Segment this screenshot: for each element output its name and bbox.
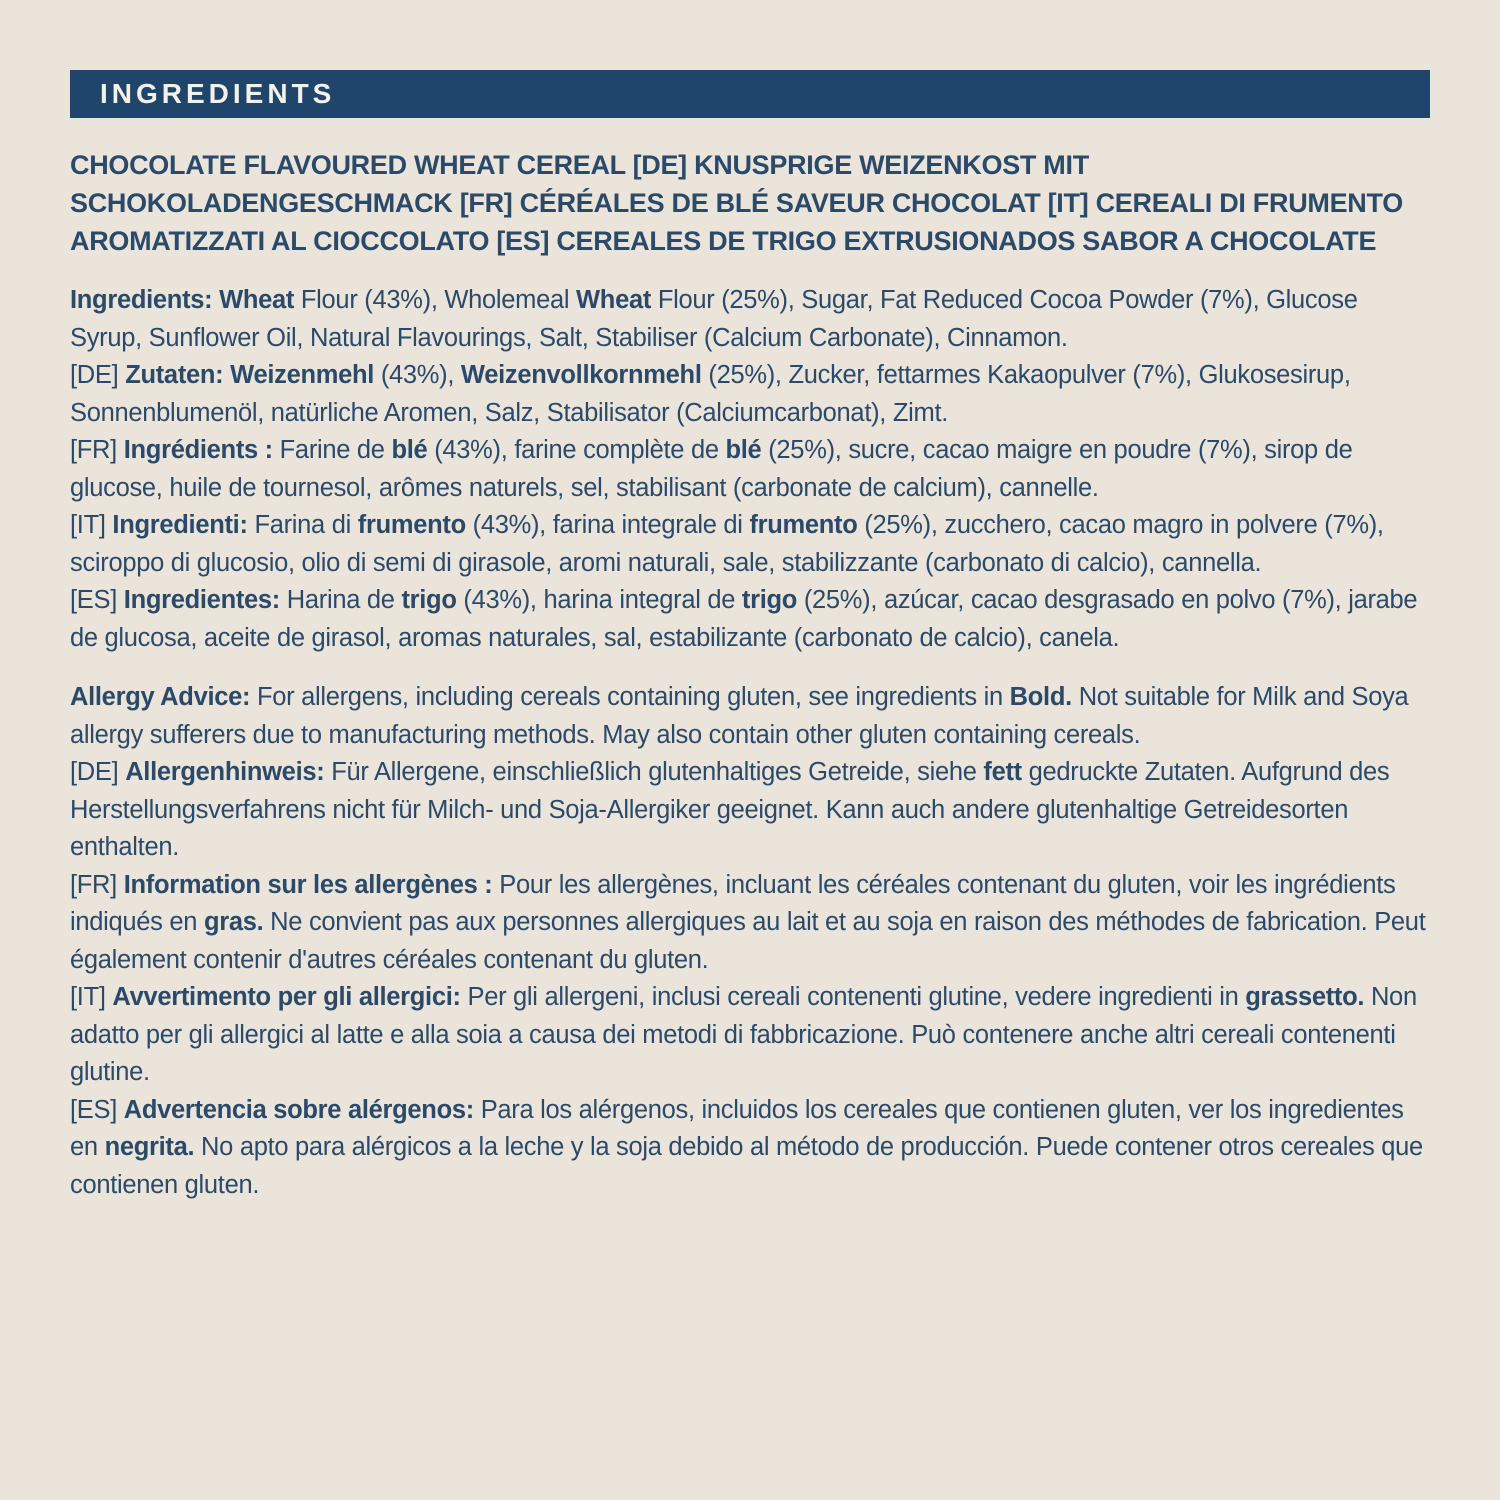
allergy-entry-en: Allergy Advice: For allergens, including cereals containing gluten, see ingredients in Bold. Not suitable for Milk and Soya allergy sufferers due to manufacturing methods. May also contain other gluten containing cereals. [70,683,1409,749]
ingredients-list-block [70,282,1430,657]
allergy-entry-es: [ES] Advertencia sobre alérgenos: Para los alérgenos, incluidos los cereales que contienen gluten, ver los ingredientes en negrita. No apto para alérgicos a la leche y la soja debido al método de producción. Puede contener otros cereales que contienen gluten. [70,1095,1423,1199]
ingredients-entry-es: [ES] Ingredientes: Harina de trigo (43%), harina integral de trigo (25%), azúcar, cacao desgrasado en polvo (7%), jarabe de glucosa, aceite de girasol, aromas naturales, sal, estabilizante (carbonato de calcio), canela. [70,586,1418,652]
product-title: CHOCOLATE FLAVOURED WHEAT CEREAL [DE] KNUSPRIGE WEIZENKOST MIT SCHOKOLADENGESCHMACK [FR] CÉRÉALES DE BLÉ SAVEUR CHOCOLAT [IT] CEREALI DI FRUMENTO AROMATIZZATI AL CIOCCOLATO [ES] CEREALES DE TRIGO EXTRUSIONADOS SABOR A CHOCOLATE [70,150,1403,256]
allergy-entry-fr: [FR] Information sur les allergènes : Pour les allergènes, incluant les céréales contenant du gluten, voir les ingrédients indiqués en gras. Ne convient pas aux personnes allergiques au lait et au soja en raison des méthodes de fabrication. Peut également contenir d'autres céréales contenant du gluten. [70,870,1426,974]
allergy-entry-it: [IT] Avvertimento per gli allergici: Per gli allergeni, inclusi cereali contenenti glutine, vedere ingredienti in grassetto. Non adatto per gli allergici al latte e alla soia a causa dei metodi di fabbricazione. Può contenere anche altri cereali contenenti glutine. [70,983,1417,1086]
ingredients-entry-fr: [FR] Ingrédients : Farine de blé (43%), farine complète de blé (25%), sucre, cacao maigre en poudre (7%), sirop de glucose, huile de tournesol, arômes naturels, sel, stabilisant (carbonate de calcium), cannelle. [70,436,1353,502]
ingredients-entry-en: Ingredients: Wheat Flour (43%), Wholemeal Wheat Flour (25%), Sugar, Fat Reduced Cocoa Powder (7%), Glucose Syrup, Sunflower Oil, Natural Flavourings, Salt, Stabiliser (Calcium Carbonate), Cinnamon. [70,286,1358,352]
allergy-advice-block [70,679,1430,1204]
ingredients-header-title: INGREDIENTS [100,78,336,109]
ingredients-entry-de: [DE] Zutaten: Weizenmehl (43%), Weizenvollkornmehl (25%), Zucker, fettarmes Kakaopulver (7%), Glukosesirup, Sonnenblumenöl, natürliche Aromen, Salz, Stabilisator (Calciumcarbonat), Zimt. [70,361,1351,427]
ingredients-header-bar [70,70,1430,118]
ingredients-entry-it: [IT] Ingredienti: Farina di frumento (43%), farina integrale di frumento (25%), zucchero, cacao magro in polvere (7%), sciroppo di glucosio, olio di semi di girasole, aromi naturali, sale, stabilizzante (carbonato di calcio), cannella. [70,511,1384,577]
allergy-entry-de: [DE] Allergenhinweis: Für Allergene, einschließlich glutenhaltiges Getreide, siehe fett gedruckte Zutaten. Aufgrund des Herstellungsverfahrens nicht für Milch- und Soja-Allergiker geeignet. Kann auch andere glutenhaltige Getreidesorten enthalten. [70,758,1390,861]
ingredients-panel [70,70,1430,1204]
